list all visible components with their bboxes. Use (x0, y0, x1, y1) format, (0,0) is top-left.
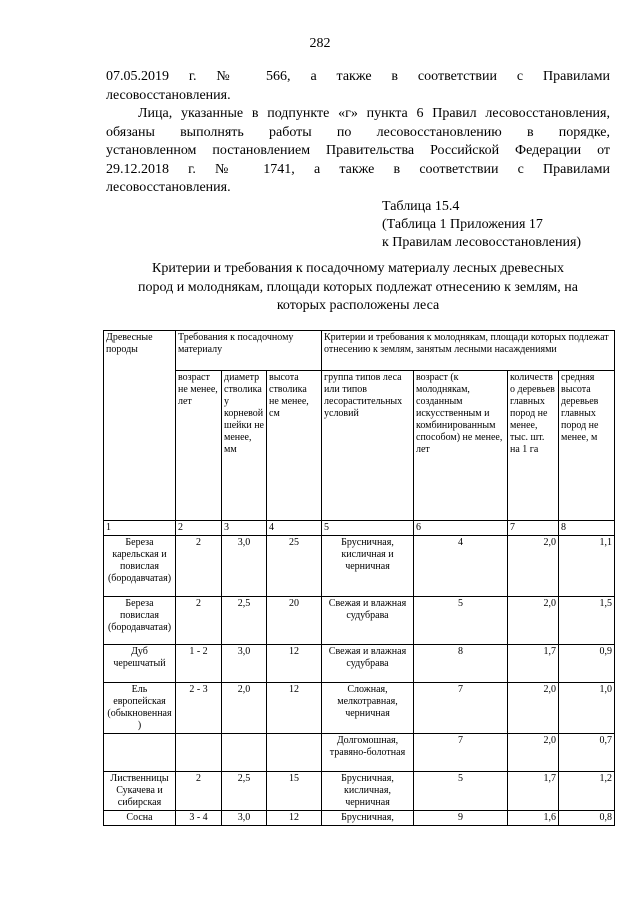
table-title (106, 260, 610, 316)
table-caption-line2: (Таблица 1 Приложения 17 (382, 217, 543, 232)
cell-avg-height: 1,1 (559, 536, 615, 597)
cell-forest-type: Брусничная, кисличная, черничная (322, 772, 414, 811)
cell-tree-count: 1,7 (508, 645, 559, 683)
cell-height: 12 (267, 645, 322, 683)
table-caption-line3: к Правилам лесовосстановления) (382, 235, 582, 250)
cell-height (267, 734, 322, 772)
cell-forest-type: Брусничная, (322, 811, 414, 826)
header-tree-count: количество деревьев главных пород не менее, тыс. шт. на 1 га (508, 371, 559, 521)
cell-height: 15 (267, 772, 322, 811)
paragraph2-line2: обязаны выполнять работы по лесовосстановлению в порядке, (106, 124, 610, 140)
col-number: 1 (104, 521, 176, 536)
table-title-line2: пород и молоднякам, площади которых подлежат отнесению к землям, на (138, 279, 578, 295)
paragraph-obligations (106, 105, 610, 198)
cell-diameter (222, 734, 267, 772)
header-young-growth: Критерии и требования к молоднякам, площади которых подлежат отнесению к землям, занятым лесными насаждениями (322, 331, 615, 371)
table-row (104, 683, 615, 734)
cell-age (176, 734, 222, 772)
cell-diameter: 2,5 (222, 772, 267, 811)
header-planting-material: Требования к посадочному материалу (176, 331, 322, 371)
cell-forest-type: Свежая и влажная судубрава (322, 645, 414, 683)
table-row (104, 734, 615, 772)
table-row (104, 597, 615, 645)
table-title-line3: которых расположены леса (276, 298, 440, 314)
col-number: 3 (222, 521, 267, 536)
cell-diameter: 2,0 (222, 683, 267, 734)
header-forest-type: группа типов леса или типов лесорастительных условий (322, 371, 414, 521)
col-number: 2 (176, 521, 222, 536)
cell-height: 12 (267, 683, 322, 734)
table-row (104, 772, 615, 811)
col-number: 8 (559, 521, 615, 536)
cell-young-age: 8 (414, 645, 508, 683)
cell-species: Дуб черешчатый (104, 645, 176, 683)
cell-age: 2 (176, 772, 222, 811)
header-avg-height: средняя высота деревьев главных пород не менее, м (559, 371, 615, 521)
header-age: возраст не менее, лет (176, 371, 222, 521)
col-number: 4 (267, 521, 322, 536)
criteria-table (103, 330, 615, 826)
cell-tree-count: 2,0 (508, 683, 559, 734)
cell-forest-type: Брусничная, кисличная и черничная (322, 536, 414, 597)
cell-young-age: 5 (414, 772, 508, 811)
cell-species: Ель европейская (обыкновенная) (104, 683, 176, 734)
cell-species: Лиственницы Сукачева и сибирская (104, 772, 176, 811)
cell-species: Береза карельская и повислая (бородавчатая) (104, 536, 176, 597)
header-height: высота стволика не менее, см (267, 371, 322, 521)
cell-height: 25 (267, 536, 322, 597)
cell-young-age: 5 (414, 597, 508, 645)
cell-young-age: 9 (414, 811, 508, 826)
col-number: 6 (414, 521, 508, 536)
cell-age: 1 - 2 (176, 645, 222, 683)
table-caption-line1: Таблица 15.4 (382, 199, 460, 214)
cell-age: 2 (176, 597, 222, 645)
cell-young-age: 4 (414, 536, 508, 597)
paragraph1-line1: 07.05.2019 г. № 566, а также в соответствии с Правилами (106, 69, 610, 84)
header-species: Древесные породы (104, 331, 176, 521)
cell-avg-height: 1,2 (559, 772, 615, 811)
cell-young-age: 7 (414, 683, 508, 734)
paragraph2-line4: 29.12.2018 г. № 1741, а также в соответствии с Правилами (106, 161, 610, 177)
col-number: 7 (508, 521, 559, 536)
cell-tree-count: 1,7 (508, 772, 559, 811)
cell-height: 20 (267, 597, 322, 645)
cell-diameter: 3,0 (222, 536, 267, 597)
cell-age: 2 - 3 (176, 683, 222, 734)
table-title-line1: Критерии и требования к посадочному материалу лесных древесных (152, 261, 564, 276)
cell-species: Сосна (104, 811, 176, 826)
cell-tree-count: 2,0 (508, 536, 559, 597)
cell-forest-type: Долгомошная, травяно-болотная (322, 734, 414, 772)
table-row (104, 811, 615, 826)
cell-diameter: 3,0 (222, 645, 267, 683)
cell-tree-count: 2,0 (508, 597, 559, 645)
paragraph2-line1: Лица, указанные в подпункте «г» пункта 6 Правил лесовосстановления, (138, 106, 610, 121)
cell-tree-count: 2,0 (508, 734, 559, 772)
col-number: 5 (322, 521, 414, 536)
page-number: 282 (309, 36, 331, 51)
cell-avg-height: 1,5 (559, 597, 615, 645)
cell-avg-height: 0,8 (559, 811, 615, 826)
paragraph1-line2: лесовосстановления. (106, 87, 231, 103)
paragraph2-line3: установленном постановлением Правительства Российской Федерации от (106, 143, 610, 159)
cell-avg-height: 0,9 (559, 645, 615, 683)
paragraph-continuation (106, 68, 610, 105)
header-young-age: возраст (к молоднякам, созданным искусственным и комбинированным способом) не менее, лет (414, 371, 508, 521)
cell-diameter: 2,5 (222, 597, 267, 645)
cell-tree-count: 1,6 (508, 811, 559, 826)
cell-young-age: 7 (414, 734, 508, 772)
cell-age: 2 (176, 536, 222, 597)
cell-avg-height: 1,0 (559, 683, 615, 734)
paragraph2-line5: лесовосстановления. (106, 180, 231, 196)
table-row (104, 536, 615, 597)
cell-avg-height: 0,7 (559, 734, 615, 772)
column-number-row (104, 521, 615, 536)
cell-species: Береза повислая (бородавчатая) (104, 597, 176, 645)
cell-age: 3 - 4 (176, 811, 222, 826)
header-diameter: диаметр стволика у корневой шейки не менее, мм (222, 371, 267, 521)
cell-diameter: 3,0 (222, 811, 267, 826)
cell-species (104, 734, 176, 772)
cell-forest-type: Сложная, мелкотравная, черничная (322, 683, 414, 734)
table-row (104, 645, 615, 683)
cell-forest-type: Свежая и влажная судубрава (322, 597, 414, 645)
cell-height: 12 (267, 811, 322, 826)
